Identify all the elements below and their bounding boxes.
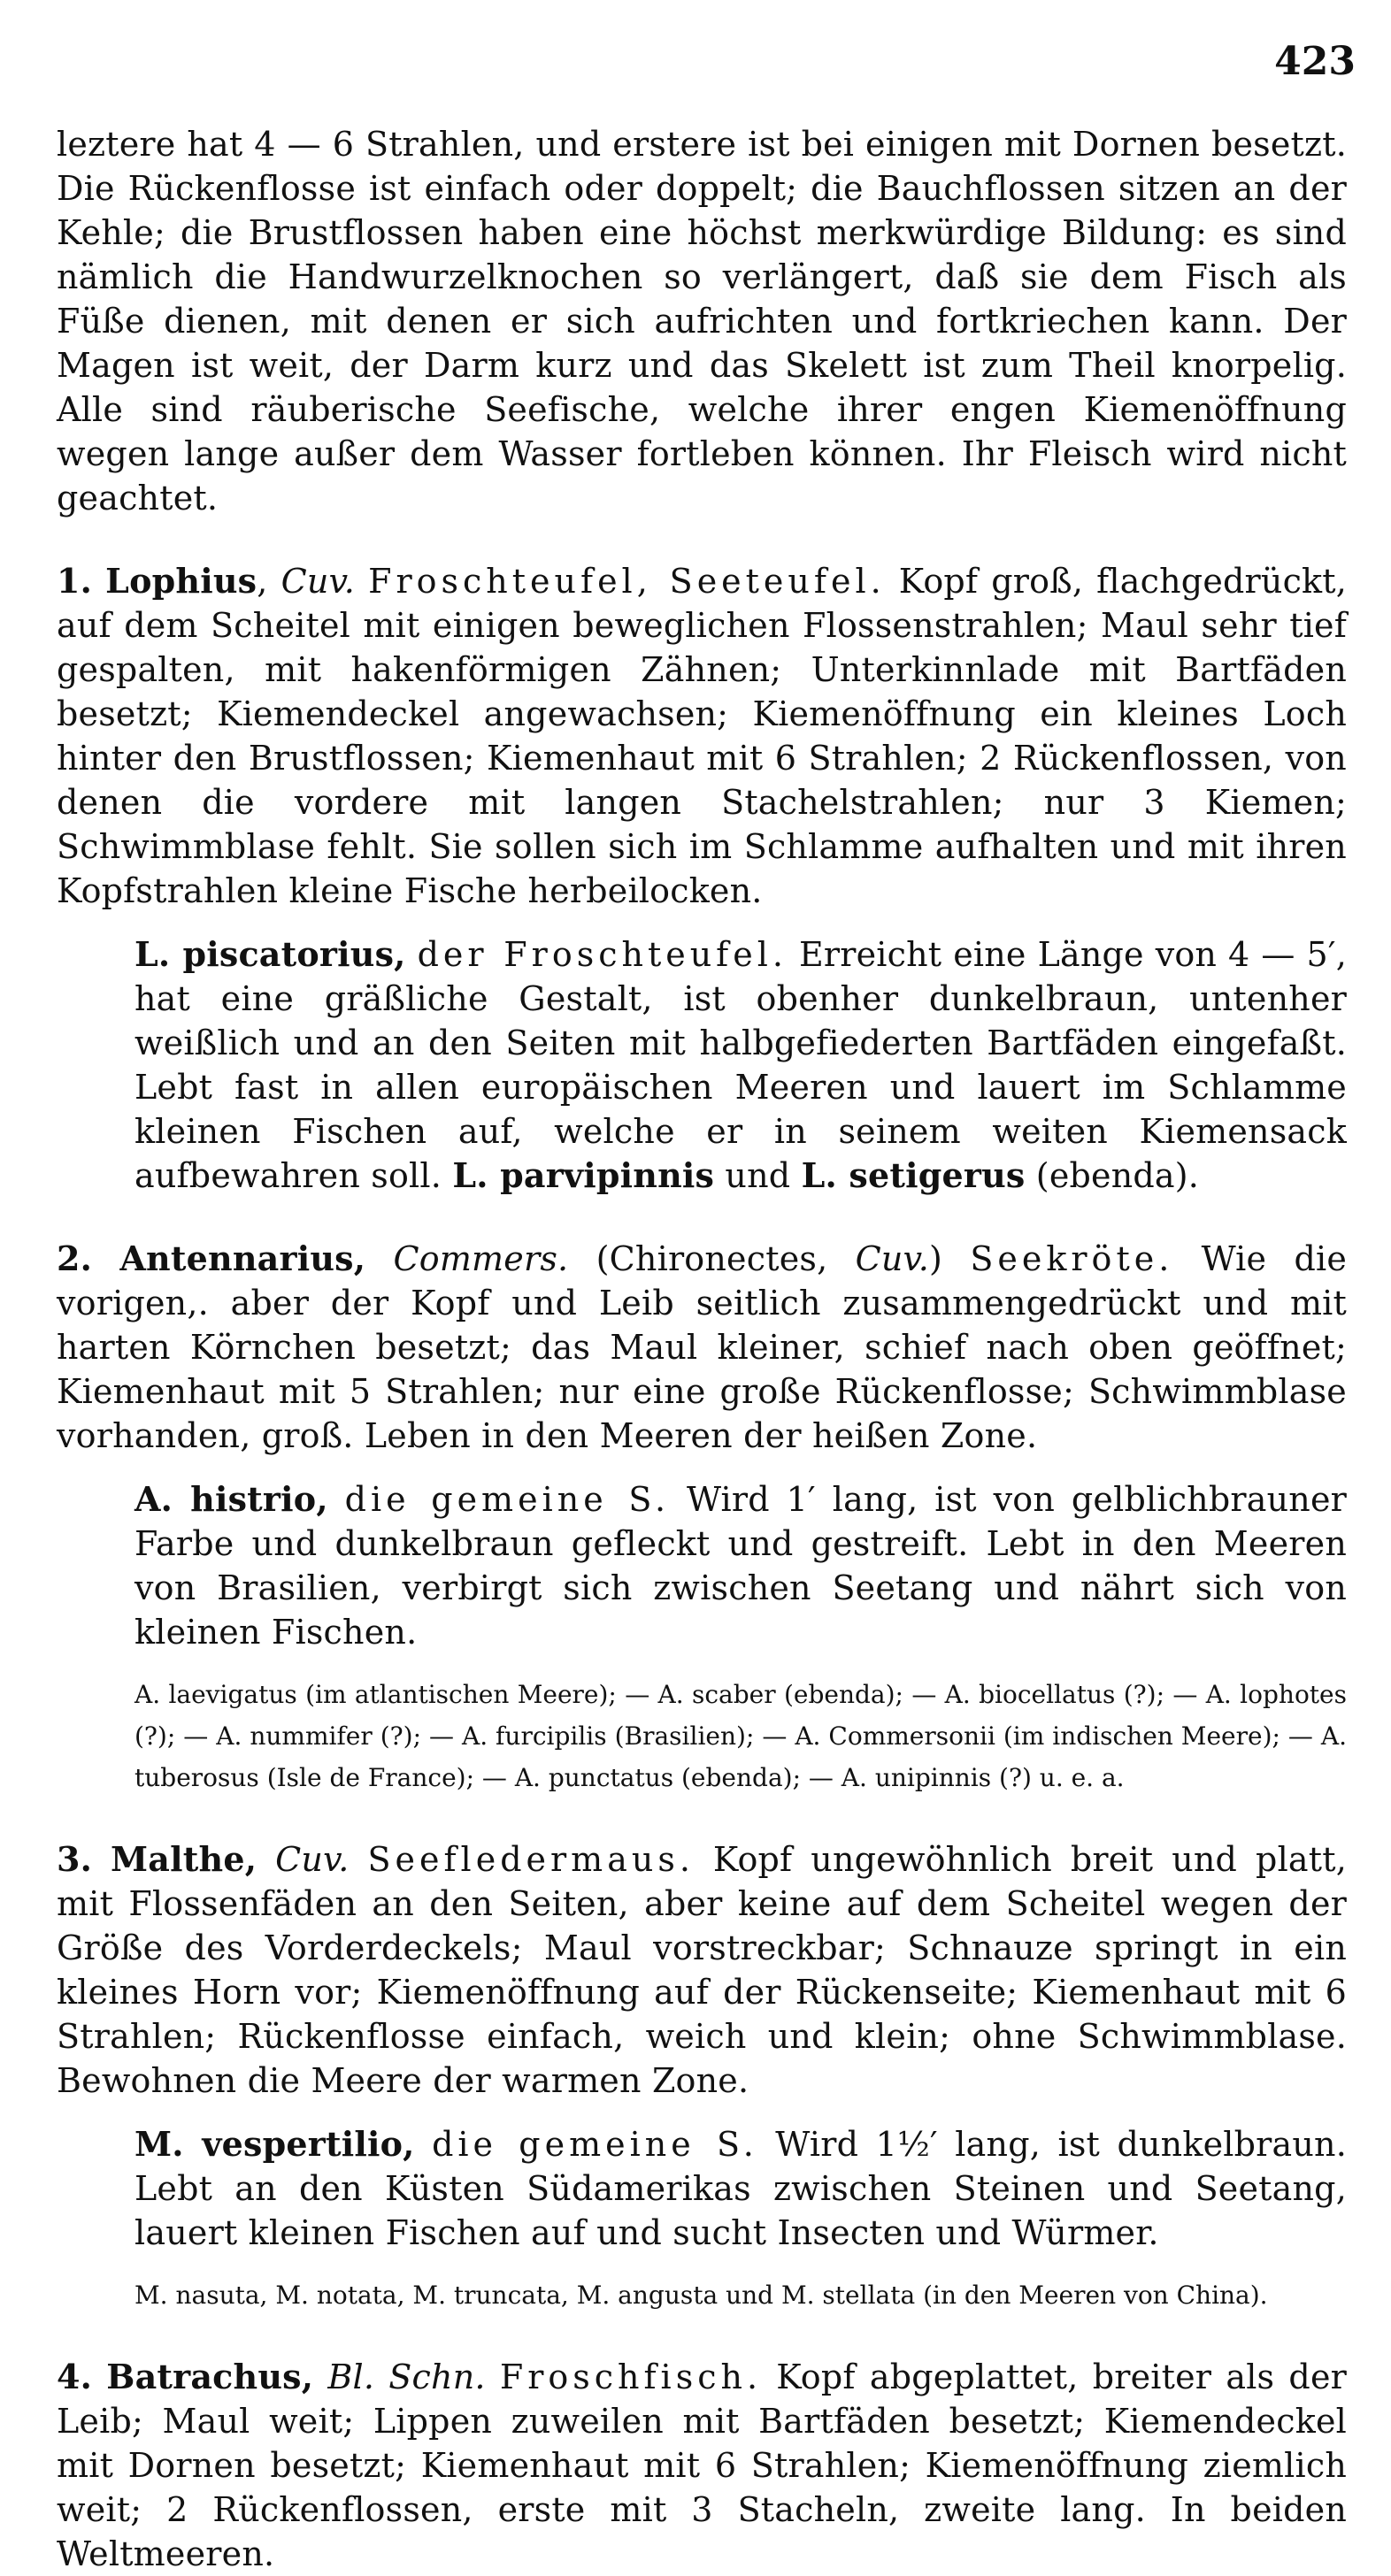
species-common-name: die gemeine S. — [344, 1480, 671, 1519]
genus-author: Bl. Schn. — [327, 2358, 486, 2396]
common-name: Seekröte. — [970, 1239, 1174, 1278]
entry-number: 4. — [57, 2357, 93, 2396]
page-number: 423 — [1274, 39, 1356, 84]
common-name: Seefledermaus. — [367, 1840, 695, 1879]
common-name: Froschfisch. — [499, 2358, 763, 2396]
genus-name: Lophius — [105, 561, 257, 601]
entry-lophius: 1. Lophius, Cuv. Froschteufel, Seeteufel. Kopf groß, flachgedrückt, auf dem Scheitel mit einigen beweglichen Flossenstrahlen; Maul sehr tief gespalten, mit hakenförmigen Zähnen; Unterkinnlade mit Bartfäden besetzt; Kiemendeckel angewachsen; Kiemenöffnung ein kleines Loch hinter den Brustflossen; Kiemenhaut mit 6 Strahlen; 2 Rückenflossen, von denen die vordere mit langen Stachelstrahlen; nur 3 Kiemen; Schwimmblase fehlt. Sie sollen sich im Schlamme aufhalten und mit ihren Kopfstrahlen kleine Fische herbeilocken. — [57, 561, 1348, 910]
entry-description: Kopf groß, flachgedrückt, auf dem Scheitel mit einigen beweglichen Flossenstrahlen; Maul sehr tief gespalten, mit hakenförmigen Zähnen; Unterkinnlade mit Bartfäden besetzt; Kiemendeckel angewachsen; Kiemenöffnung ein kleines Loch hinter den Brustflossen; Kiemenhaut mit 6 Strahlen; 2 Rückenflossen, von denen die vordere mit langen Stachelstrahlen; nur 3 Kiemen; Schwimmblase fehlt. Sie sollen sich im Schlamme aufhalten und mit ihren Kopfstrahlen kleine Fische herbeilocken. — [57, 562, 1348, 910]
common-name: Froschteufel, Seeteufel. — [368, 562, 886, 601]
species-ref-parvipinnis: L. parvipinnis — [452, 1155, 715, 1195]
genus-author: Cuv. — [281, 562, 356, 601]
synonym-author: Cuv. — [855, 1239, 930, 1278]
entry-malthe — [57, 1837, 1347, 2103]
species-name: M. vespertilio, — [134, 2124, 415, 2164]
entry-batrachus — [57, 2355, 1347, 2576]
genus-author: Commers. — [393, 1239, 569, 1278]
species-common-name: die gemeine S. — [432, 2125, 758, 2164]
genus-name: Batrachus, — [106, 2357, 314, 2396]
species-piscatorius — [57, 932, 1347, 1198]
species-ref-setigerus: L. setigerus — [801, 1155, 1026, 1195]
entry-number: 1. — [57, 561, 93, 601]
species-description: Wird 1′ lang, ist von gelblichbrauner Farbe und dunkelbraun gefleckt und gestreift. Lebt in den Meeren von Brasilien, verbirgt sich zwischen Seetang und nährt sich von kleinen Fischen. — [134, 1480, 1348, 1652]
entry-number: 3. — [57, 1839, 93, 1879]
intro-paragraph: leztere hat 4 — 6 Strahlen, und erstere ist bei einigen mit Dornen besetzt. Die Rückenflosse ist einfach oder doppelt; die Bauchflossen sitzen an der Kehle; die Brustflossen haben eine höchst merkwürdige Bildung: es sind nämlich die Handwurzelknochen so verlängert, daß sie dem Fisch als Füße dienen, mit denen er sich aufrichten und fortkriechen kann. Der Magen ist weit, der Darm kurz und das Skelett ist zum Theil knorpelig. Alle sind räuberische Seefische, welche ihrer engen Kiemenöffnung wegen lange außer dem Wasser fortleben können. Ihr Fleisch wird nicht geachtet. — [57, 125, 1347, 518]
species-vespertilio — [57, 2122, 1347, 2255]
genus-author: Cuv. — [275, 1840, 350, 1879]
entry-description: Kopf ungewöhnlich breit und platt, mit Flossenfäden an den Seiten, aber keine auf dem Scheitel wegen der Größe des Vorderdeckels; Maul vorstreckbar; Schnauze springt in ein kleines Horn vor; Kiemenöffnung auf der Rückenseite; Kiemenhaut mit 6 Strahlen; Rückenflosse einfach, weich und klein; ohne Schwimmblase. Bewohnen die Meere der warmen Zone. — [57, 1840, 1347, 2100]
genus-name: Malthe, — [111, 1839, 257, 1879]
species-common-name: der Froschteufel. — [417, 935, 788, 974]
species-note-malthe: M. nasuta, M. notata, M. truncata, M. angusta und M. stellata (in den Meeren von China). — [134, 2281, 1268, 2310]
paren-open: ( — [568, 1239, 610, 1278]
species-note-antennarius: A. laevigatus (im atlantischen Meere); — A. scaber (ebenda); — A. biocellatus (?); — A. lophotes (?); — A. nummifer (?); — A. furcipilis (Brasilien); — A. Commersonii (im indischen Meere); — A. tuberosus (Isle de France); — A. punctatus (ebenda); — A. unipinnis (?) u. e. a. — [134, 1680, 1347, 1792]
page-content — [57, 122, 1347, 2576]
entry-antennarius — [57, 1237, 1347, 1458]
species-name: A. histrio, — [134, 1479, 328, 1519]
entry-number: 2. — [57, 1238, 93, 1278]
synonym-genus: Chironectes, — [609, 1239, 828, 1278]
entry-description: Kopf abgeplattet, breiter als der Leib; Maul weit; Lippen zuweilen mit Bartfäden besetzt; Kiemendeckel mit Dornen besetzt; Kiemenhaut mit 6 Strahlen; Kiemenöffnung ziemlich weit; 2 Rückenflossen, erste mit 3 Stacheln, zweite lang. In beiden Weltmeeren. — [57, 2358, 1347, 2573]
species-description: Erreicht eine Länge von 4 — 5′, hat eine gräßliche Gestalt, ist obenher dunkelbraun, untenher weißlich und an den Seiten mit halbgefiederten Bartfäden eingefaßt. Lebt fast in allen europäischen Meeren und lauert im Schlamme kleinen Fischen auf, welche er in seinem weiten Kiemensack aufbewahren soll. — [134, 935, 1348, 1195]
species-histrio — [57, 1477, 1347, 1654]
species-name: L. piscatorius, — [134, 934, 406, 974]
species-ref-connector: und — [714, 1156, 802, 1195]
species-description: Wird 1½′ lang, ist dunkelbraun. Lebt an den Küsten Südamerikas zwischen Steinen und Seetang, lauert kleinen Fischen auf und sucht Insecten und Würmer. — [134, 2125, 1347, 2252]
entry-description: Wie die vorigen,. aber der Kopf und Leib seitlich zusammengedrückt und mit harten Körnchen besetzt; das Maul kleiner, schief nach oben geöffnet; Kiemenhaut mit 5 Strahlen; nur eine große Rückenflosse; Schwimmblase vorhanden, groß. Leben in den Meeren der heißen Zone. — [57, 1239, 1348, 1455]
paren-close: ) — [929, 1239, 971, 1278]
genus-name: Antennarius, — [119, 1238, 366, 1278]
species-ref-location: (ebenda). — [1025, 1156, 1200, 1195]
